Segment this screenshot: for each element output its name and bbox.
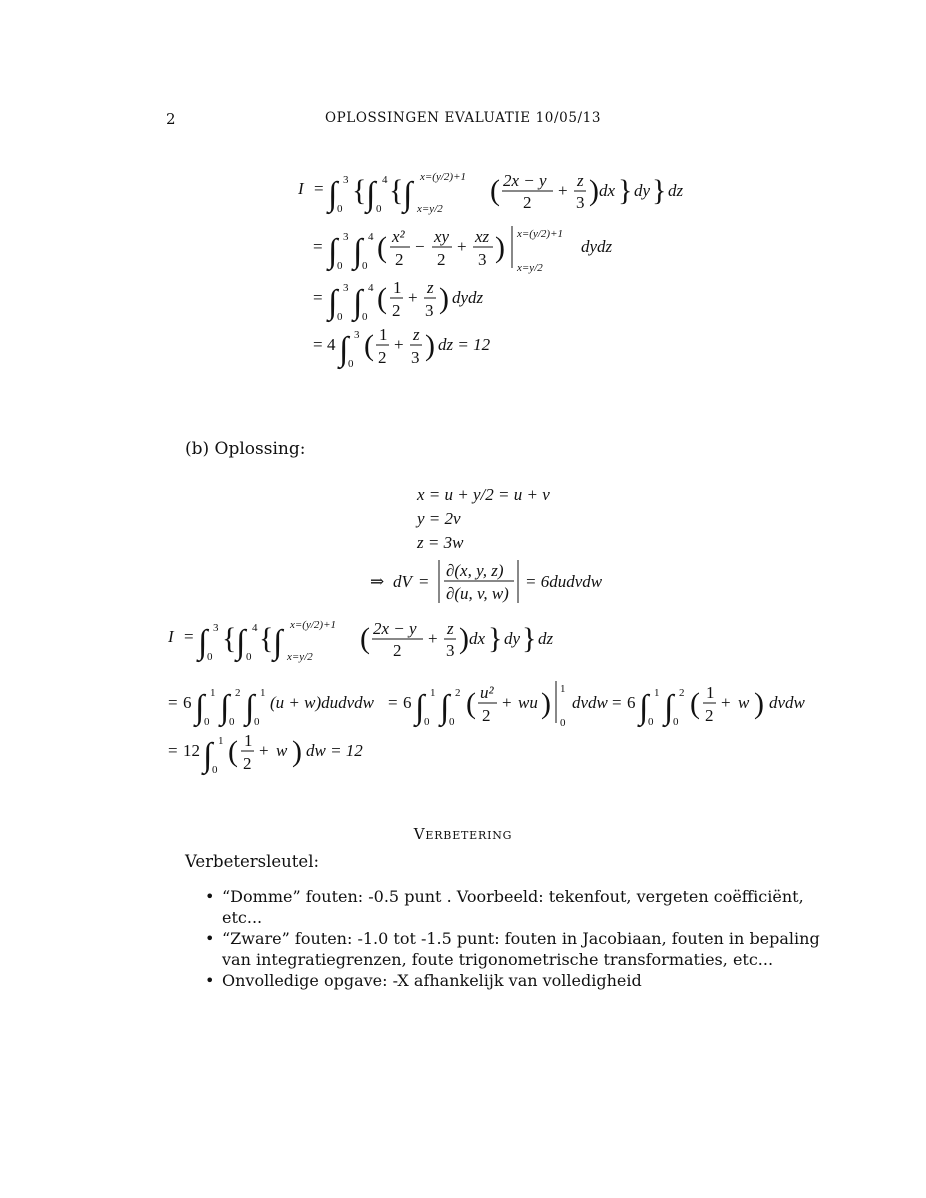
svg-text:1: 1 (706, 683, 715, 702)
svg-text:=: = (184, 627, 194, 646)
svg-text:4: 4 (382, 174, 388, 186)
svg-text:2: 2 (243, 754, 252, 773)
svg-text:∫: ∫ (328, 284, 338, 321)
svg-text:=: = (388, 693, 398, 712)
svg-text:6: 6 (627, 693, 636, 712)
svg-text:0: 0 (212, 764, 218, 776)
svg-text:0: 0 (246, 651, 252, 663)
svg-text:dz = 12: dz = 12 (438, 335, 491, 354)
svg-text:dy: dy (634, 181, 651, 200)
svg-text:∫: ∫ (339, 331, 349, 368)
lhs-i: I (298, 179, 304, 198)
svg-text:): ) (292, 735, 302, 768)
svg-text:1: 1 (218, 735, 224, 747)
svg-text:z: z (447, 619, 454, 638)
svg-text:∫: ∫ (403, 176, 413, 213)
list-item: • “Domme” fouten: -0.5 punt . Voorbeeld: tekenfout, vergeten coëfficiënt, etc... (205, 887, 804, 927)
svg-text:x=(y/2)+1: x=(y/2)+1 (517, 228, 563, 240)
substitution-line-2: y = 2v (417, 509, 461, 528)
svg-text:2: 2 (235, 687, 241, 699)
svg-text:dx: dx (469, 629, 486, 648)
svg-text:=: = (313, 237, 323, 256)
running-header-title: OPLOSSINGEN EVALUATIE 10/05/13 (324, 110, 602, 126)
svg-text:(u + w)dudvdw: (u + w)dudvdw (270, 693, 375, 712)
svg-text:}: } (488, 622, 503, 655)
svg-text:3: 3 (478, 250, 487, 269)
svg-text:=: = (419, 572, 429, 591)
svg-text:0: 0 (337, 260, 343, 272)
svg-text:): ) (495, 231, 505, 264)
bullet-icon: • (205, 971, 215, 990)
svg-text:1: 1 (560, 683, 566, 695)
key-label: Verbetersleutel: (185, 852, 320, 871)
svg-text:+: + (428, 629, 438, 648)
svg-text:x=y/2: x=y/2 (417, 203, 443, 215)
svg-text:wu: wu (518, 693, 538, 712)
substitution-line-1: x = u + y/2 = u + v (417, 485, 550, 504)
svg-text:): ) (541, 687, 551, 720)
svg-text:3: 3 (343, 174, 349, 186)
svg-text:3: 3 (213, 622, 219, 634)
svg-text:dz: dz (668, 181, 684, 200)
bullet-icon: • (205, 929, 215, 948)
svg-text:): ) (589, 174, 599, 207)
svg-text:∫: ∫ (353, 233, 363, 270)
svg-text:): ) (425, 329, 435, 362)
svg-text:1: 1 (210, 687, 216, 699)
svg-text:(: ( (490, 174, 500, 207)
svg-text:∫: ∫ (328, 233, 338, 270)
svg-text:dydz: dydz (581, 237, 613, 256)
svg-text:u²: u² (480, 683, 494, 702)
svg-text:6: 6 (403, 693, 412, 712)
svg-text:2: 2 (523, 193, 532, 212)
svg-text:2: 2 (437, 250, 446, 269)
svg-text:+: + (408, 288, 418, 307)
svg-text:2: 2 (378, 348, 387, 367)
svg-text:∫: ∫ (415, 689, 425, 726)
svg-text:{: { (352, 174, 367, 207)
svg-text:dvdw: dvdw (769, 693, 805, 712)
svg-text:dydz: dydz (452, 288, 484, 307)
svg-text:0: 0 (229, 716, 235, 728)
svg-text:∫: ∫ (273, 624, 283, 661)
svg-text:=: = (612, 693, 622, 712)
section-heading: Verbetering (413, 825, 513, 843)
substitution-equations (0, 470, 926, 610)
svg-text:2: 2 (482, 706, 491, 725)
grading-key-list (205, 886, 825, 991)
svg-text:∫: ∫ (639, 689, 649, 726)
svg-text:(: ( (360, 622, 370, 655)
svg-text:1: 1 (430, 687, 436, 699)
svg-text:=: = (313, 335, 323, 354)
svg-text:xz: xz (475, 227, 490, 246)
svg-text:∫: ∫ (198, 624, 208, 661)
svg-text:4: 4 (252, 622, 258, 634)
svg-text:0: 0 (362, 311, 368, 323)
svg-text:xy: xy (434, 227, 450, 246)
svg-text:2: 2 (392, 301, 401, 320)
svg-text:(: ( (364, 329, 374, 362)
part-b-equations (0, 610, 926, 785)
svg-text:3: 3 (343, 231, 349, 243)
svg-text:x=(y/2)+1: x=(y/2)+1 (290, 619, 336, 631)
svg-text:}: } (652, 174, 667, 207)
svg-text:∫: ∫ (245, 689, 255, 726)
page-number: 2 (166, 110, 176, 128)
svg-text:∫: ∫ (664, 689, 674, 726)
svg-text:(: ( (690, 687, 700, 720)
svg-text:{: { (259, 622, 274, 655)
svg-text:dvdw: dvdw (572, 693, 608, 712)
svg-text:(: ( (466, 687, 476, 720)
svg-text:1: 1 (260, 687, 266, 699)
svg-text:6: 6 (183, 693, 192, 712)
svg-text:0: 0 (348, 358, 354, 370)
svg-text:2x − y: 2x − y (373, 619, 417, 638)
svg-text:dx: dx (599, 181, 616, 200)
svg-text:0: 0 (254, 716, 260, 728)
list-item: • Onvolledige opgave: -X afhankelijk van volledigheid (205, 971, 642, 990)
svg-text:0: 0 (648, 716, 654, 728)
svg-text:3: 3 (576, 193, 585, 212)
jacobian-result: = 6dudvdw (525, 572, 603, 591)
svg-text:dz: dz (538, 629, 554, 648)
svg-text:0: 0 (204, 716, 210, 728)
bullet-icon: • (205, 887, 215, 906)
svg-text:1: 1 (393, 278, 402, 297)
svg-text:2: 2 (455, 687, 461, 699)
svg-text:+: + (259, 741, 269, 760)
svg-text:+: + (457, 237, 467, 256)
svg-text:w: w (738, 693, 750, 712)
svg-text:⇒: ⇒ (370, 572, 385, 591)
svg-text:∂(u, v, w): ∂(u, v, w) (446, 584, 509, 603)
substitution-line-3: z = 3w (417, 533, 464, 552)
part-a-equations (0, 0, 926, 420)
svg-text:): ) (459, 622, 469, 655)
svg-text:(: ( (377, 282, 387, 315)
svg-text:0: 0 (207, 651, 213, 663)
svg-text:{: { (222, 622, 237, 655)
svg-text:0: 0 (376, 203, 382, 215)
svg-text:0: 0 (362, 260, 368, 272)
svg-text:∫: ∫ (366, 176, 376, 213)
svg-text:=: = (168, 741, 178, 760)
svg-text:3: 3 (411, 348, 420, 367)
svg-text:x²: x² (392, 227, 405, 246)
svg-text:1: 1 (244, 731, 253, 750)
svg-text:=: = (314, 179, 324, 198)
svg-text:z: z (413, 325, 420, 344)
svg-text:∫: ∫ (195, 689, 205, 726)
part-b-label: (b) Oplossing: (185, 439, 306, 459)
svg-text:3: 3 (354, 329, 360, 341)
svg-text:−: − (415, 237, 425, 256)
svg-text:w: w (276, 741, 288, 760)
svg-text:3: 3 (446, 641, 455, 660)
svg-text:∫: ∫ (328, 176, 338, 213)
svg-text:+: + (558, 181, 568, 200)
svg-text:+: + (502, 693, 512, 712)
list-item: • “Zware” fouten: -1.0 tot -1.5 punt: fouten in Jacobiaan, fouten in bepaling van integratiegrenzen, foute trigonometrische transformaties, etc... (205, 929, 820, 969)
svg-text:2x − y: 2x − y (503, 171, 547, 190)
svg-text:I: I (168, 627, 174, 646)
svg-text:0: 0 (560, 717, 566, 729)
svg-text:0: 0 (337, 203, 343, 215)
svg-text:=: = (168, 693, 178, 712)
svg-text:): ) (754, 687, 764, 720)
svg-text:): ) (439, 282, 449, 315)
svg-text:3: 3 (343, 282, 349, 294)
svg-text:2: 2 (705, 706, 714, 725)
svg-text:0: 0 (337, 311, 343, 323)
svg-text:x=y/2: x=y/2 (287, 651, 313, 663)
svg-text:0: 0 (673, 716, 679, 728)
svg-text:2: 2 (395, 250, 404, 269)
svg-text:}: } (618, 174, 633, 207)
svg-text:dy: dy (504, 629, 521, 648)
svg-text:0: 0 (424, 716, 430, 728)
svg-text:∫: ∫ (203, 737, 213, 774)
svg-text:dw = 12: dw = 12 (306, 741, 363, 760)
svg-text:z: z (577, 171, 584, 190)
svg-text:3: 3 (425, 301, 434, 320)
svg-text:∫: ∫ (353, 284, 363, 321)
svg-text:(: ( (377, 231, 387, 264)
svg-text:∫: ∫ (220, 689, 230, 726)
svg-text:0: 0 (449, 716, 455, 728)
svg-text:∂(x, y, z): ∂(x, y, z) (446, 561, 504, 580)
svg-text:=: = (313, 288, 323, 307)
svg-text:x=y/2: x=y/2 (517, 262, 543, 274)
svg-text:∫: ∫ (440, 689, 450, 726)
svg-text:1: 1 (379, 325, 388, 344)
svg-text:∫: ∫ (236, 624, 246, 661)
svg-text:dV: dV (393, 572, 412, 591)
svg-text:{: { (389, 174, 404, 207)
svg-text:x=(y/2)+1: x=(y/2)+1 (420, 171, 466, 183)
svg-text:4: 4 (368, 282, 374, 294)
svg-text:2: 2 (393, 641, 402, 660)
svg-text:+: + (394, 335, 404, 354)
svg-text:4: 4 (327, 335, 336, 354)
svg-text:4: 4 (368, 231, 374, 243)
svg-text:12: 12 (183, 741, 200, 760)
svg-text:z: z (427, 278, 434, 297)
svg-text:(: ( (228, 735, 238, 768)
svg-text:1: 1 (654, 687, 660, 699)
svg-text:}: } (522, 622, 537, 655)
svg-text:2: 2 (679, 687, 685, 699)
svg-text:+: + (721, 693, 731, 712)
